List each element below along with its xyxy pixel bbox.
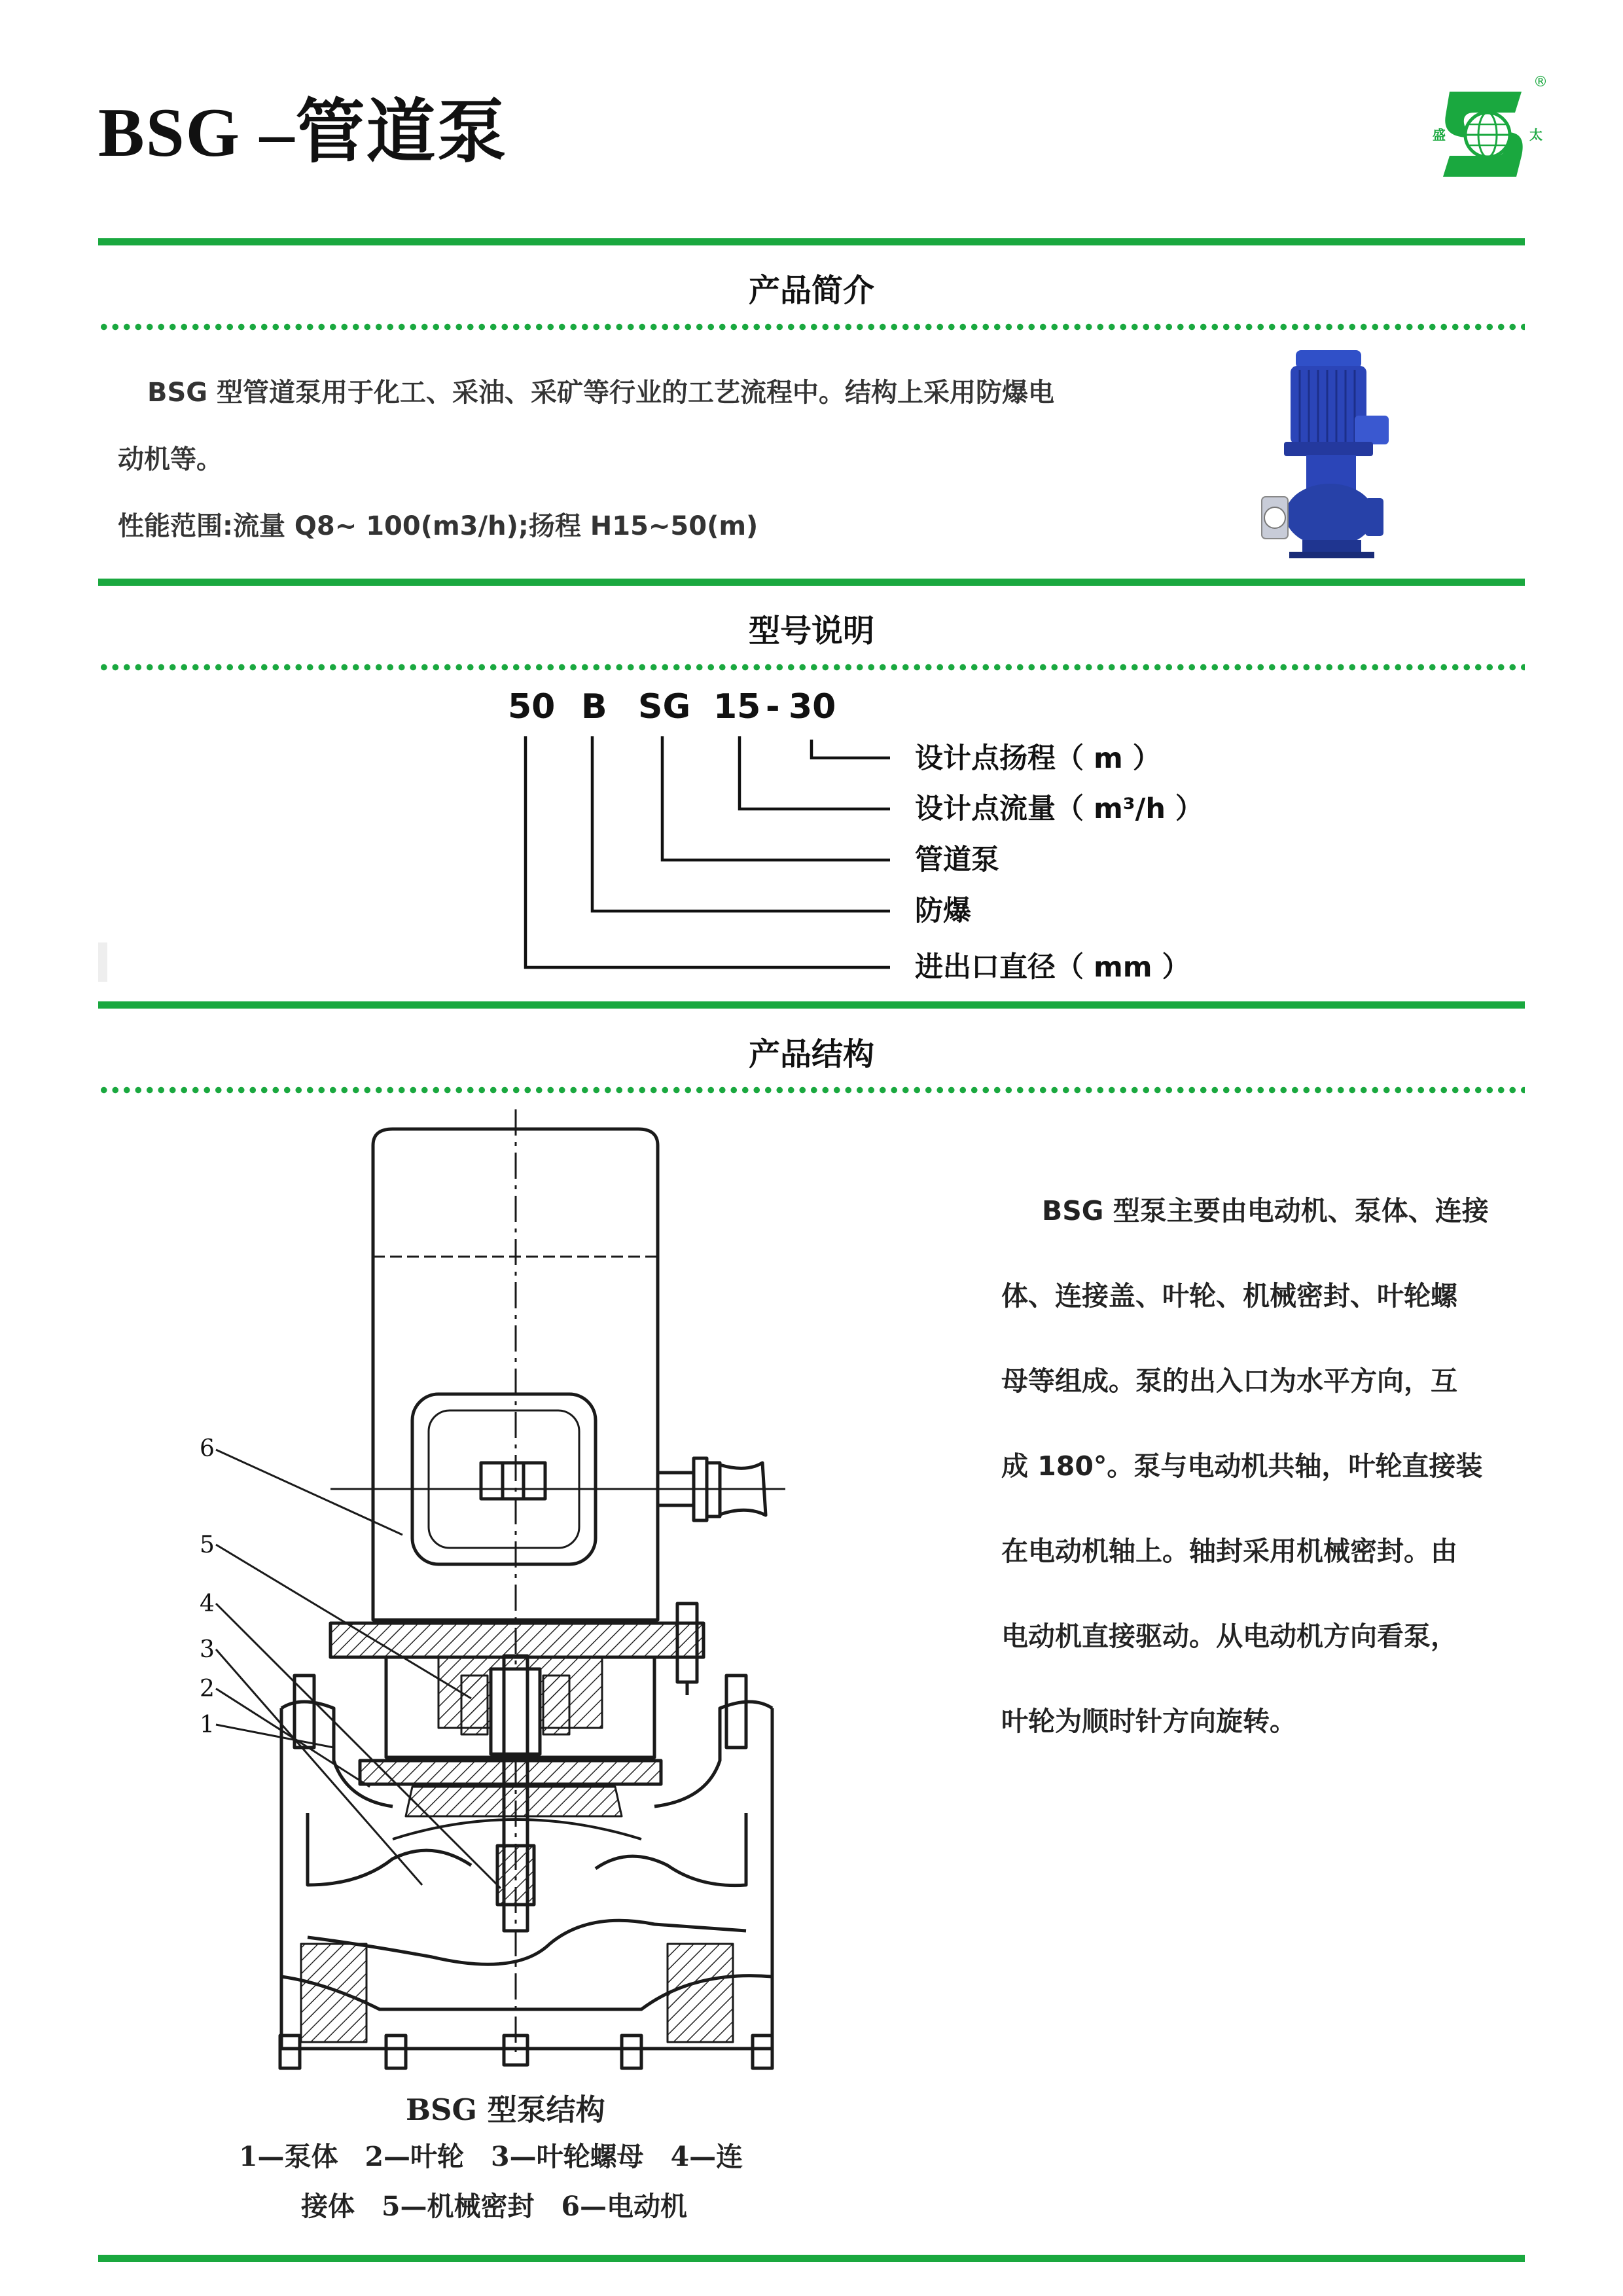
intro-text bbox=[118, 373, 1191, 573]
description-line: 体、连接盖、叶轮、机械密封、叶轮螺 bbox=[1001, 1280, 1457, 1312]
diagram-legend-line-2: 接体 5—机械密封 6—电动机 bbox=[301, 2191, 688, 2222]
model-label-diameter: 进出口直径（ mm ） bbox=[915, 951, 1190, 984]
section-heading-intro: 产品简介 bbox=[748, 272, 874, 309]
model-code-dash: - bbox=[766, 687, 780, 726]
callout-3: 3 bbox=[200, 1636, 215, 1663]
description-line: 在电动机轴上。轴封采用机械密封。由 bbox=[1001, 1535, 1457, 1567]
model-label-flow: 设计点流量（ m³/h ） bbox=[915, 793, 1204, 825]
model-label-head: 设计点扬程（ m ） bbox=[915, 742, 1161, 775]
intro-line-2: 动机等。 bbox=[118, 444, 223, 475]
callout-1: 1 bbox=[200, 1712, 215, 1738]
dotted-divider bbox=[98, 1086, 1525, 1094]
dotted-divider bbox=[98, 323, 1525, 331]
callout-6: 6 bbox=[200, 1435, 215, 1462]
section-heading-structure: 产品结构 bbox=[748, 1036, 874, 1073]
description-line: 叶轮为顺时针方向旋转。 bbox=[1001, 1706, 1296, 1737]
description-line: BSG 型泵主要由电动机、泵体、连接 bbox=[1042, 1195, 1489, 1227]
model-label-pipeline-pump: 管道泵 bbox=[915, 844, 999, 876]
intro-line-3: 性能范围:流量 Q8~ 100(m3/h);扬程 H15~50(m) bbox=[118, 511, 758, 541]
registered-mark: ® bbox=[1533, 74, 1548, 90]
model-code-pipeline: SG bbox=[638, 687, 691, 726]
section-divider bbox=[98, 238, 1525, 245]
description-line: 成 180°。泵与电动机共轴，叶轮直接装 bbox=[1001, 1450, 1483, 1482]
page-title: BSG –管道泵 bbox=[98, 94, 508, 171]
description-line: 母等组成。泵的出入口为水平方向，互 bbox=[1001, 1365, 1457, 1397]
dotted-divider bbox=[98, 664, 1525, 671]
model-label-explosion-proof: 防爆 bbox=[915, 895, 971, 927]
pump-structure-diagram bbox=[196, 1106, 818, 2117]
section-heading-model: 型号说明 bbox=[748, 613, 874, 649]
model-code-head: 30 bbox=[789, 687, 836, 726]
logo-right-char: 太 bbox=[1529, 127, 1543, 143]
scan-artifact bbox=[98, 942, 107, 982]
logo-left-char: 盛 bbox=[1433, 127, 1446, 143]
section-divider bbox=[98, 579, 1525, 586]
description-line: 电动机直接驱动。从电动机方向看泵， bbox=[1001, 1621, 1457, 1652]
model-code-diameter: 50 bbox=[508, 687, 556, 726]
structure-description bbox=[1001, 1191, 1525, 1787]
section-divider bbox=[98, 1001, 1525, 1009]
model-code-flow: 15 bbox=[713, 687, 761, 726]
model-code-explosion-proof: B bbox=[581, 687, 607, 726]
callout-2: 2 bbox=[200, 1676, 215, 1702]
company-logo bbox=[1423, 72, 1551, 196]
intro-line-1: BSG 型管道泵用于化工、采油、采矿等行业的工艺流程中。结构上采用防爆电 bbox=[147, 378, 1055, 408]
diagram-legend-line-1: 1—泵体 2—叶轮 3—叶轮螺母 4—连 bbox=[239, 2141, 743, 2172]
callout-4: 4 bbox=[200, 1590, 215, 1617]
diagram-caption: BSG 型泵结构 bbox=[406, 2092, 605, 2127]
footer-divider bbox=[98, 2255, 1525, 2262]
callout-5: 5 bbox=[200, 1532, 215, 1558]
pump-photo bbox=[1243, 344, 1407, 573]
